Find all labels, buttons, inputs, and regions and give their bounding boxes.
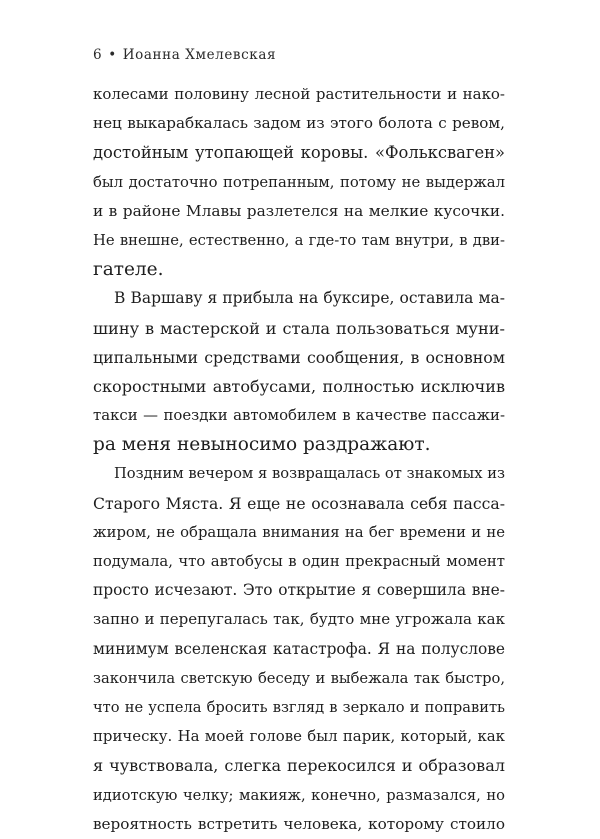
text-line: прическу. На моей голове был парик, который, как: [93, 727, 505, 746]
page-number: 6: [93, 47, 103, 63]
text-line: гателе.: [93, 259, 164, 281]
text-line: Старого Мяста. Я еще не осознавала себя пасса-: [93, 493, 505, 513]
text-line: вероятность встретить человека, которому стоило: [93, 814, 505, 833]
text-line: был достаточно потрепанным, потому не выдержал: [93, 173, 505, 191]
text-line: я чувствовала, слегка перекосился и образовал: [93, 756, 505, 776]
text-line: идиотскую челку; макияж, конечно, размазался, но: [93, 786, 505, 804]
header-separator: •: [108, 47, 117, 63]
text-line: и в районе Млавы разлетелся на мелкие кусочки.: [93, 201, 505, 220]
text-line: достойным утопающей коровы. «Фольксваген»: [93, 143, 505, 163]
text-line: жиром, не обращала внимания на бег времени и не: [93, 523, 505, 541]
author-name: Иоанна Хмелевская: [122, 47, 277, 63]
text-line: подумала, что автобусы в один прекрасный момент: [93, 553, 505, 570]
text-line: В Варшаву я прибыла на буксире, оставила ма-: [114, 289, 505, 308]
text-line: запно и перепугалась так, будто мне угрожала как: [93, 610, 505, 629]
text-line: минимум вселенская катастрофа. Я на полуслове: [93, 639, 505, 658]
body-text: [93, 80, 505, 839]
running-header: [93, 47, 276, 63]
text-line: просто исчезают. Это открытие я совершила вне-: [93, 581, 505, 600]
text-line: колесами половину лесной растительности и нако-: [93, 85, 505, 103]
text-line: скоростными автобусами, полностью исключив: [93, 376, 505, 396]
text-line: шину в мастерской и стала пользоваться муни-: [93, 318, 505, 338]
text-line: Не внешне, естественно, а где-то там внутри, в дви-: [93, 231, 505, 249]
text-line: ципальными средствами сообщения, в основном: [93, 347, 505, 367]
text-line: нец выкарабкалась задом из этого болота с ревом,: [93, 114, 505, 133]
text-line: ра меня невыносимо раздражают.: [93, 434, 431, 456]
text-line: Поздним вечером я возвращалась от знакомых из: [114, 465, 505, 483]
text-line: закончила светскую беседу и выбежала так быстро,: [93, 669, 505, 687]
text-line: такси — поездки автомобилем в качестве пассажи-: [93, 406, 505, 425]
text-line: что не успела бросить взгляд в зеркало и поправить: [93, 698, 505, 716]
